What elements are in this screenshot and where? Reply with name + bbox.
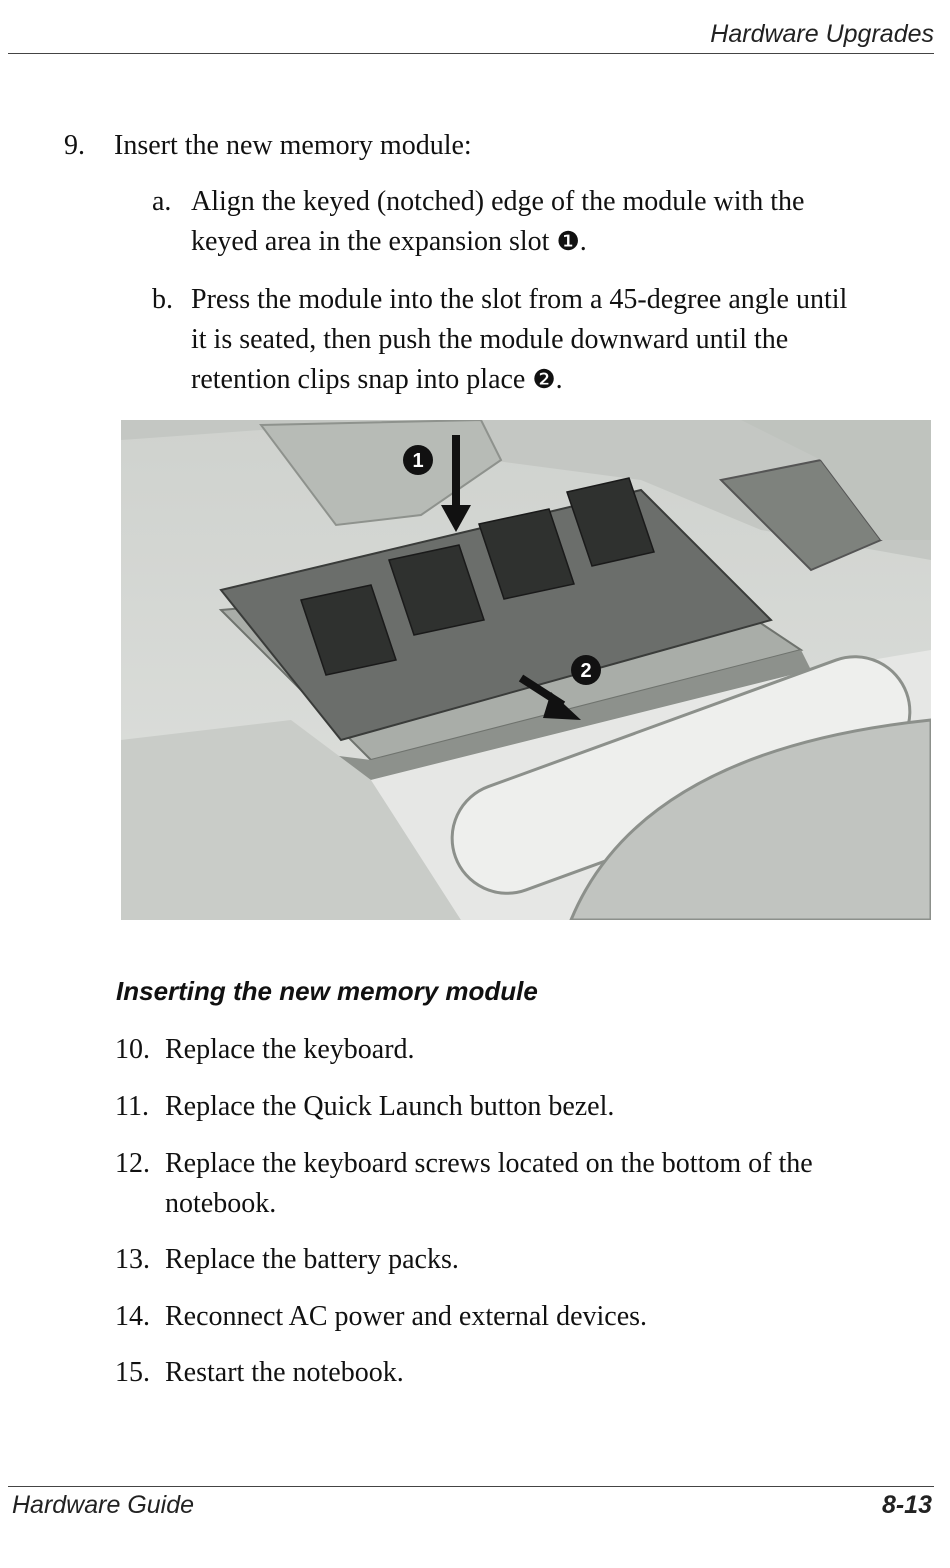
step-12 (115, 1144, 925, 1224)
substep-line: keyed area in the expansion slot (191, 226, 550, 257)
step-9 (64, 126, 924, 166)
step-11 (115, 1087, 915, 1127)
step-text: Replace the keyboard screws located on the bottom of the (165, 1148, 813, 1179)
substep-letter: b. (152, 284, 173, 315)
step-number: 12. (115, 1148, 150, 1179)
substep-letter: a. (152, 186, 172, 217)
substep-line: Press the module into the slot from a 45-degree angle until (191, 284, 848, 315)
step-text: Insert the new memory module: (114, 130, 472, 161)
step-number: 14. (115, 1301, 150, 1332)
step-13 (115, 1240, 915, 1280)
substep-line: it is seated, then push the module downward until the (191, 324, 789, 355)
step-text: Reconnect AC power and external devices. (165, 1301, 648, 1332)
header-divider (8, 53, 934, 54)
footer-divider (8, 1486, 934, 1487)
figure-callout-1: 1 (412, 450, 424, 472)
running-header: Hardware Upgrades (710, 20, 934, 48)
step-text: Replace the keyboard. (165, 1034, 415, 1065)
substep-line: retention clips snap into place (191, 364, 526, 395)
step-text: Replace the Quick Launch button bezel. (165, 1091, 615, 1122)
figure-caption: Inserting the new memory module (116, 976, 538, 1006)
step-14 (115, 1297, 915, 1337)
substep-line: Align the keyed (notched) edge of the module with the (191, 186, 805, 217)
page-number: 8-13 (881, 1491, 932, 1519)
step-text: Replace the battery packs. (165, 1244, 459, 1275)
substep-a (152, 182, 932, 262)
step-text: Restart the notebook. (165, 1357, 404, 1388)
substep-end: . (555, 364, 563, 395)
callout-2-icon: ❷ (532, 365, 556, 395)
step-number: 13. (115, 1244, 150, 1275)
step-number: 9. (64, 130, 85, 161)
step-15 (115, 1353, 915, 1393)
memory-module-illustration (121, 420, 931, 920)
substep-end: . (579, 226, 587, 257)
step-number: 10. (115, 1034, 150, 1065)
figure-callout-2: 2 (580, 660, 592, 682)
step-text-continued: notebook. (165, 1188, 277, 1219)
footer-book-title: Hardware Guide (12, 1491, 195, 1519)
callout-1-icon: ❶ (556, 227, 580, 257)
step-number: 15. (115, 1357, 150, 1388)
substep-b (152, 280, 942, 400)
step-number: 11. (115, 1091, 149, 1122)
step-10 (115, 1030, 915, 1070)
